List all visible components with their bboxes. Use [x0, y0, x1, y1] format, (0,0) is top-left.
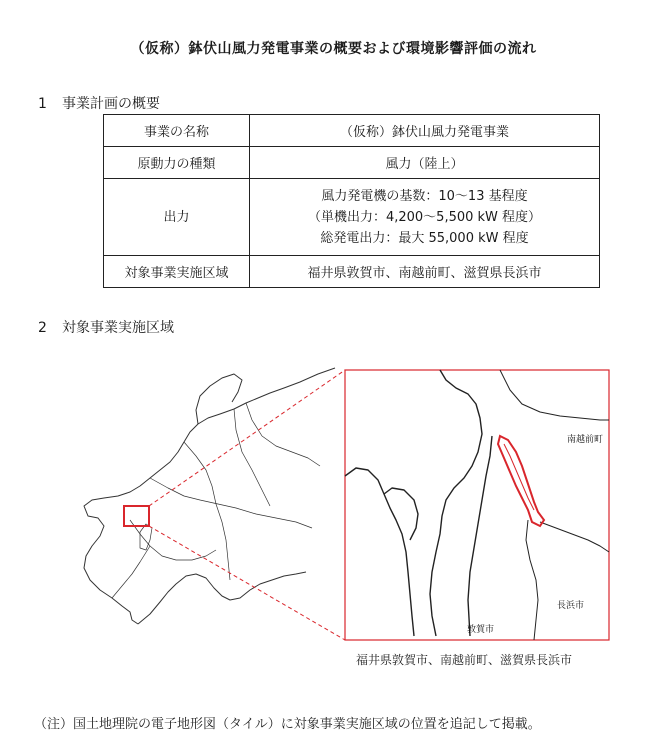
table-label-cell: 原動力の種類 [104, 147, 250, 179]
table-label-cell: 対象事業実施区域 [104, 256, 250, 288]
table-label-cell: 事業の名称 [104, 115, 250, 147]
map-label-nagahama: 長浜市 [557, 601, 585, 611]
overview-map [84, 368, 335, 624]
overview-noto-peninsula [196, 374, 242, 424]
overview-south-coast [138, 572, 306, 624]
table-value-cell: 福井県敦賀市、南越前町、滋賀県長浜市 [250, 256, 600, 288]
connector-line-top [149, 370, 345, 506]
section-2-title: 対象事業実施区域 [62, 320, 174, 336]
output-line-total-output: 総発電出力：最大 55,000 kW 程度 [320, 230, 529, 246]
map-label-tsuruga: 敦賀市 [467, 625, 495, 635]
output-line-unit-output: （単機出力：4,200～5,500 kW 程度） [307, 209, 542, 225]
section-1-title: 事業計画の概要 [62, 96, 160, 112]
map-label-minamiechizen: 南越前町 [567, 435, 604, 445]
output-line-turbine-count: 風力発電機の基数：10～13 基程度 [321, 188, 528, 204]
overview-highlight-box [124, 506, 149, 526]
connector-line-bottom [149, 526, 345, 640]
overview-prefecture-border [234, 409, 270, 506]
table-label-cell: 出力 [104, 179, 250, 256]
footnote: （注）国土地理院の電子地形図（タイル）に対象事業実施区域の位置を追記して掲載。 [34, 717, 541, 732]
table-value-cell: （仮称）鉢伏山風力発電事業 [250, 115, 600, 147]
overview-coastline [84, 368, 335, 624]
map-caption: 福井県敦賀市、南越前町、滋賀県長浜市 [356, 653, 573, 667]
overview-prefecture-border [112, 546, 150, 598]
overview-prefecture-border [150, 478, 312, 528]
inset-map-frame [345, 370, 609, 640]
table-value-cell: 風力（陸上） [250, 147, 600, 179]
section-1-number: 1 [38, 96, 47, 112]
document-title: （仮称）鉢伏山風力発電事業の概要および環境影響評価の流れ [130, 41, 537, 57]
section-2-number: 2 [38, 320, 47, 336]
